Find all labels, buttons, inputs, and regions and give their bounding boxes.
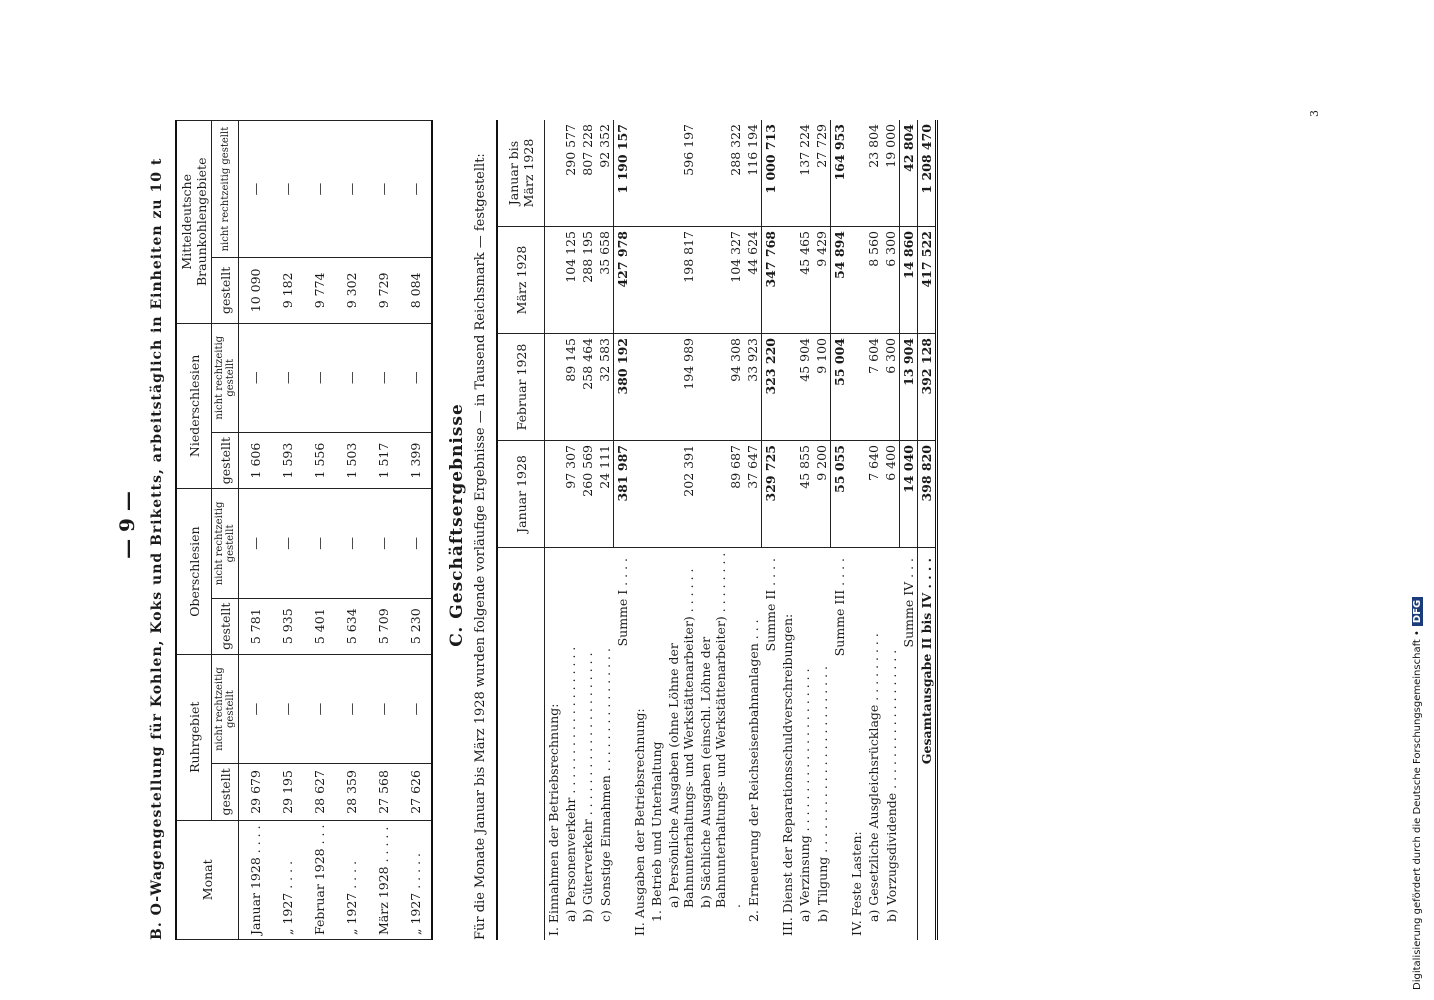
region-header: Oberschlesien	[176, 489, 212, 655]
value-cell: 45 904	[796, 334, 813, 441]
value-cell: —	[239, 121, 272, 258]
value-cell: 28 627	[303, 764, 335, 820]
value-cell: 55 004	[831, 334, 849, 441]
value-cell: 97 307	[562, 441, 579, 548]
table-row	[631, 120, 648, 940]
region-header: Ruhrgebiet	[176, 654, 212, 820]
table-row	[918, 120, 937, 940]
value-cell: 194 989	[665, 334, 697, 441]
value-cell	[648, 120, 665, 227]
value-cell: 8 084	[399, 258, 432, 323]
value-cell: 24 111	[596, 441, 614, 548]
value-cell: 6 400	[882, 441, 900, 548]
value-cell: 9 100	[813, 334, 831, 441]
row-label: a) Persönliche Ausgaben (ohne Löhne der Bahnunterhaltungs- und Werkstättenarbeiter) . . . . . .	[665, 548, 697, 941]
table-row	[614, 120, 632, 940]
value-cell	[545, 441, 563, 548]
value-cell: 89 145	[562, 334, 579, 441]
row-label: a) Personenverkehr . . . . . . . . . . . . . . . . . . .	[562, 548, 579, 941]
table-row	[239, 121, 272, 940]
dfg-logo: DFG	[1412, 597, 1423, 626]
table-row	[562, 120, 579, 940]
value-cell: —	[239, 654, 272, 763]
col-monat: Monat	[176, 820, 239, 939]
table-row	[865, 120, 882, 940]
sub-nicht-rechtzeitig: nicht rechtzeitig gestellt	[212, 654, 239, 763]
value-cell: 14 860	[900, 227, 918, 334]
value-cell: 427 978	[614, 227, 632, 334]
value-cell: 1 606	[239, 432, 272, 488]
value-cell: —	[239, 323, 272, 432]
sub-nicht-rechtzeitig: nicht rechtzeitig gestellt	[212, 323, 239, 432]
value-cell: 5 781	[239, 598, 272, 654]
value-cell: —	[399, 121, 432, 258]
table-row	[665, 120, 697, 940]
sub-nicht-rechtzeitig: nicht rechtzeitig gestellt	[212, 489, 239, 598]
row-label: Gesamtausgabe II bis IV . . . .	[918, 548, 937, 941]
value-cell: 347 768	[762, 227, 780, 334]
value-cell: 398 820	[918, 441, 937, 548]
page-number: — 9 —	[115, 491, 139, 559]
value-cell: 381 987	[614, 441, 632, 548]
value-cell	[648, 227, 665, 334]
row-label: a) Gesetzliche Ausgleichsrücklage . . . . . . . . .	[865, 548, 882, 941]
value-cell: 27 729	[813, 120, 831, 227]
value-cell: —	[239, 489, 272, 598]
value-cell: 417 522	[918, 227, 937, 334]
value-cell: 6 300	[882, 227, 900, 334]
value-cell: 9 429	[813, 227, 831, 334]
value-cell: 288 322	[697, 120, 744, 227]
value-cell: 288 195	[579, 227, 596, 334]
value-cell	[631, 227, 648, 334]
value-cell: 5 709	[367, 598, 399, 654]
section-c-intro: Für die Monate Januar bis März 1928 wurden folgende vorläufige Ergebnisse — in Tausend Reichsmark — festgestellt:	[473, 153, 488, 940]
value-cell: —	[399, 654, 432, 763]
value-cell	[631, 441, 648, 548]
value-cell: 323 220	[762, 334, 780, 441]
value-cell	[848, 227, 865, 334]
table-row	[271, 121, 303, 940]
value-cell	[545, 120, 563, 227]
value-cell: 1 000 713	[762, 120, 780, 227]
value-cell	[779, 227, 796, 334]
row-label: II. Ausgaben der Betriebsrechnung:	[631, 548, 648, 941]
value-cell: 202 391	[665, 441, 697, 548]
value-cell: 104 125	[562, 227, 579, 334]
value-cell: 37 647	[744, 441, 762, 548]
value-cell: 8 560	[865, 227, 882, 334]
value-cell: —	[335, 121, 367, 258]
value-cell: —	[271, 121, 303, 258]
row-label: Summe I . . . .	[614, 548, 632, 941]
table-row	[744, 120, 762, 940]
value-cell: —	[303, 489, 335, 598]
month-cell: März 1928 . . . . .	[367, 820, 399, 939]
table-row	[545, 120, 563, 940]
value-cell: 9 302	[335, 258, 367, 323]
value-cell: 94 308	[697, 334, 744, 441]
table-row	[697, 120, 744, 940]
value-cell: —	[303, 323, 335, 432]
value-cell: 89 687	[697, 441, 744, 548]
value-cell: 9 200	[813, 441, 831, 548]
value-cell: 1 517	[367, 432, 399, 488]
sub-gestellt: gestellt	[212, 764, 239, 820]
value-cell: 1 399	[399, 432, 432, 488]
value-cell: 9 774	[303, 258, 335, 323]
sub-gestellt: gestellt	[212, 258, 239, 323]
value-cell: 198 817	[665, 227, 697, 334]
value-cell: 27 626	[399, 764, 432, 820]
value-cell: 5 634	[335, 598, 367, 654]
row-label: 2. Erneuerung der Reichseisenbahnanlagen . . .	[744, 548, 762, 941]
col-header: Januar bis März 1928	[497, 120, 545, 227]
results-table-body	[545, 120, 937, 940]
month-cell: Januar 1928 . . . .	[239, 820, 272, 939]
row-label: Summe III . . . .	[831, 548, 849, 941]
table-row	[648, 120, 665, 940]
value-cell: 10 090	[239, 258, 272, 323]
value-cell: 7 640	[865, 441, 882, 548]
value-cell	[648, 441, 665, 548]
footnote-number: 3	[1308, 110, 1321, 117]
value-cell: 54 894	[831, 227, 849, 334]
table-row	[796, 120, 813, 940]
value-cell: 13 904	[900, 334, 918, 441]
dfg-credit	[1412, 597, 1423, 990]
value-cell: 29 679	[239, 764, 272, 820]
col-header: März 1928	[497, 227, 545, 334]
value-cell: 1 208 470	[918, 120, 937, 227]
value-cell: 104 327	[697, 227, 744, 334]
value-cell: 596 197	[665, 120, 697, 227]
value-cell: 807 228	[579, 120, 596, 227]
row-label: b) Sächliche Ausgaben (einschl. Löhne der Bahnunterhaltungs- und Werkstättenarbeiter) . . . . . . . . .	[697, 548, 744, 941]
table-row	[303, 121, 335, 940]
month-cell: Februar 1928 . . .	[303, 820, 335, 939]
value-cell: 42 804	[900, 120, 918, 227]
wagon-table	[175, 120, 433, 940]
value-cell: 92 352	[596, 120, 614, 227]
value-cell: 45 855	[796, 441, 813, 548]
value-cell	[848, 334, 865, 441]
wagon-table-body	[239, 121, 433, 940]
value-cell: 35 658	[596, 227, 614, 334]
value-cell: 7 604	[865, 334, 882, 441]
section-b-title: B. O-Wagengestellung für Kohlen, Koks und Briketts, arbeitstäglich in Einheiten zu 10 t	[149, 157, 165, 940]
value-cell: 392 128	[918, 334, 937, 441]
value-cell: 329 725	[762, 441, 780, 548]
table-row	[367, 121, 399, 940]
value-cell: 23 804	[865, 120, 882, 227]
value-cell: 28 359	[335, 764, 367, 820]
table-row	[813, 120, 831, 940]
value-cell	[648, 334, 665, 441]
value-cell	[848, 441, 865, 548]
table-row	[900, 120, 918, 940]
value-cell: 27 568	[367, 764, 399, 820]
table-row	[579, 120, 596, 940]
table-row	[848, 120, 865, 940]
value-cell: 258 464	[579, 334, 596, 441]
value-cell: —	[303, 654, 335, 763]
value-cell: 55 055	[831, 441, 849, 548]
row-label: a) Verzinsung . . . . . . . . . . . . . . . . . . . . .	[796, 548, 813, 941]
value-cell: —	[367, 489, 399, 598]
region-header: Mitteldeutsche Braunkohlengebiete	[176, 121, 212, 324]
value-cell	[631, 334, 648, 441]
table-row	[335, 121, 367, 940]
section-c-title: C. Geschäftsergebnisse	[447, 403, 467, 647]
table-row	[399, 121, 432, 940]
row-label: Summe II . . . .	[762, 548, 780, 941]
value-cell: 5 935	[271, 598, 303, 654]
table-row	[596, 120, 614, 940]
value-cell	[779, 120, 796, 227]
results-table	[496, 120, 938, 940]
value-cell: 32 583	[596, 334, 614, 441]
table-row	[762, 120, 780, 940]
col-header: Januar 1928	[497, 441, 545, 548]
value-cell	[779, 441, 796, 548]
value-cell	[545, 334, 563, 441]
row-label: b) Güterverkehr . . . . . . . . . . . . . . . . . . . . .	[579, 548, 596, 941]
month-cell: „ 1927 . . . .	[335, 820, 367, 939]
sub-gestellt: gestellt	[212, 598, 239, 654]
value-cell	[779, 334, 796, 441]
value-cell: 6 300	[882, 334, 900, 441]
value-cell: —	[367, 121, 399, 258]
row-label: b) Tilgung . . . . . . . . . . . . . . . . . . . . . . . .	[813, 548, 831, 941]
value-cell: 9 729	[367, 258, 399, 323]
value-cell: 5 230	[399, 598, 432, 654]
value-cell: 44 624	[744, 227, 762, 334]
row-label: b) Vorzugsdividende . . . . . . . . . . . . . . . . . .	[882, 548, 900, 941]
month-cell: „ 1927 . . . . .	[399, 820, 432, 939]
row-label: c) Sonstige Einnahmen . . . . . . . . . . . . . . . .	[596, 548, 614, 941]
value-cell: —	[399, 323, 432, 432]
value-cell: —	[335, 489, 367, 598]
value-cell: 137 224	[796, 120, 813, 227]
value-cell	[848, 120, 865, 227]
value-cell: 14 040	[900, 441, 918, 548]
value-cell: —	[271, 489, 303, 598]
value-cell: —	[271, 654, 303, 763]
row-label: 1. Betrieb und Unterhaltung	[648, 548, 665, 941]
value-cell: —	[367, 654, 399, 763]
value-cell: 1 593	[271, 432, 303, 488]
col-header: Februar 1928	[497, 334, 545, 441]
value-cell: 380 192	[614, 334, 632, 441]
value-cell: 9 182	[271, 258, 303, 323]
col-label-blank	[497, 548, 545, 941]
value-cell: 164 953	[831, 120, 849, 227]
value-cell	[545, 227, 563, 334]
value-cell: —	[399, 489, 432, 598]
table-row	[831, 120, 849, 940]
value-cell: —	[271, 323, 303, 432]
value-cell: 1 556	[303, 432, 335, 488]
value-cell: 33 923	[744, 334, 762, 441]
value-cell: 116 194	[744, 120, 762, 227]
sub-gestellt: gestellt	[212, 432, 239, 488]
value-cell	[631, 120, 648, 227]
region-header: Niederschlesien	[176, 323, 212, 489]
value-cell: 29 195	[271, 764, 303, 820]
row-label: Summe IV . . .	[900, 548, 918, 941]
value-cell: —	[303, 121, 335, 258]
sub-nicht-rechtzeitig: nicht rechtzeitig gestellt	[212, 121, 239, 258]
value-cell: —	[335, 654, 367, 763]
row-label: IV. Feste Lasten:	[848, 548, 865, 941]
value-cell: —	[335, 323, 367, 432]
value-cell: 290 577	[562, 120, 579, 227]
value-cell: —	[367, 323, 399, 432]
row-label: I. Einnahmen der Betriebsrechnung:	[545, 548, 563, 941]
value-cell: 45 465	[796, 227, 813, 334]
value-cell: 1 190 157	[614, 120, 632, 227]
value-cell: 5 401	[303, 598, 335, 654]
month-cell: „ 1927 . . . .	[271, 820, 303, 939]
value-cell: 1 503	[335, 432, 367, 488]
value-cell: 19 000	[882, 120, 900, 227]
value-cell: 260 569	[579, 441, 596, 548]
table-row	[779, 120, 796, 940]
row-label: III. Dienst der Reparationsschuldverschreibungen:	[779, 548, 796, 941]
credit-text: Digitalisierung gefördert durch die Deutsche Forschungsgemeinschaft •	[1412, 630, 1423, 990]
table-row	[882, 120, 900, 940]
rotated-page-content	[115, 110, 1321, 940]
